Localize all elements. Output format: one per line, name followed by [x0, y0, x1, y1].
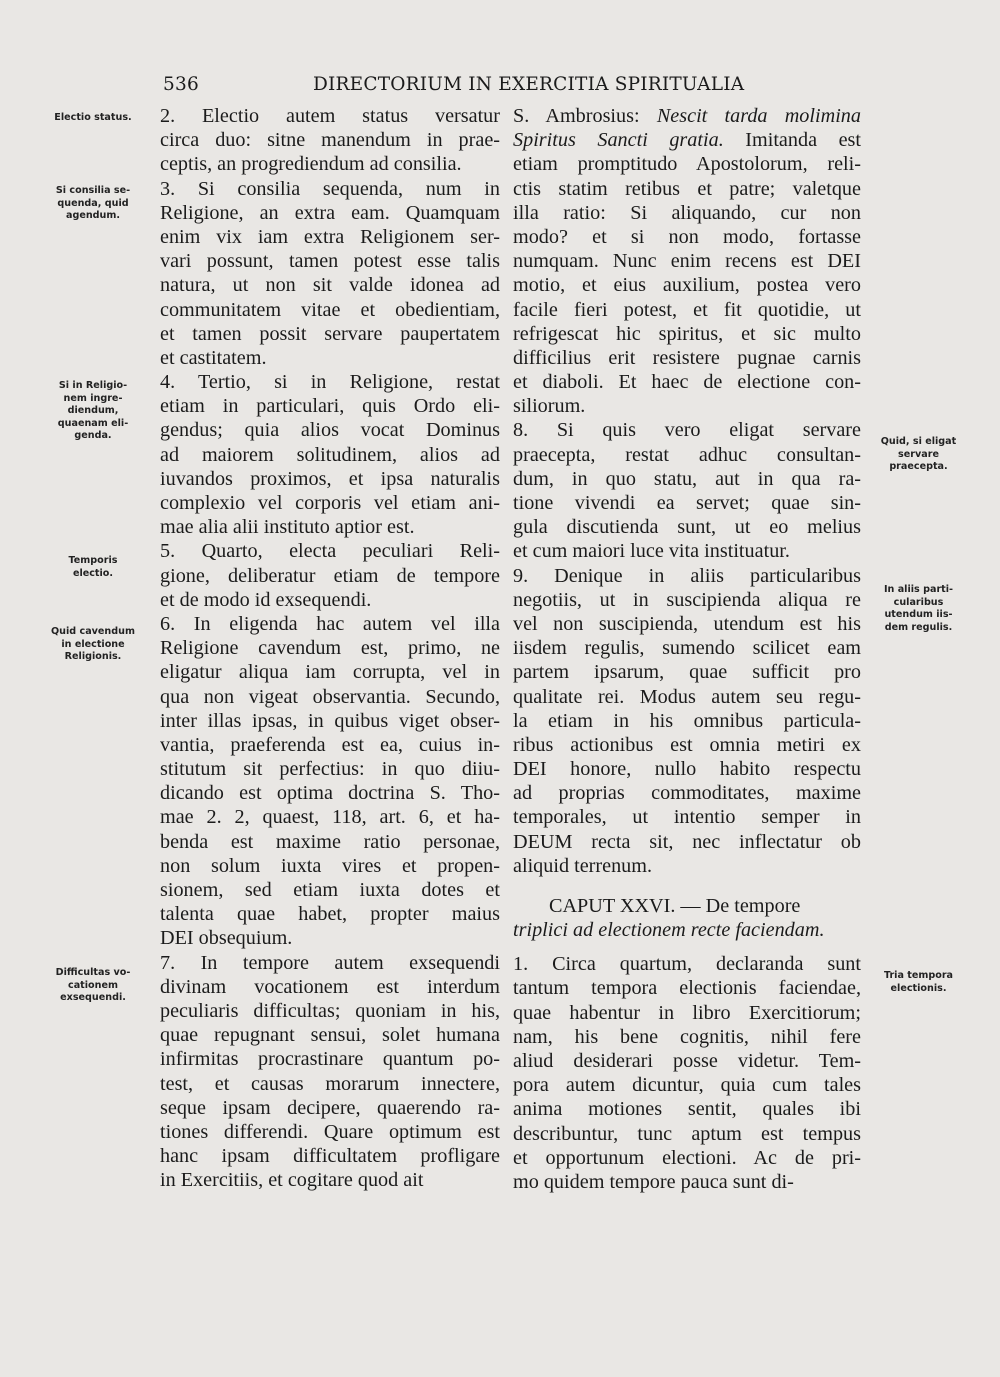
text-line: benda est maxime ratio personae,	[160, 830, 500, 853]
text-line: talenta quae habet, propter maius	[160, 903, 500, 926]
text-line: 5. Quarto, electa peculiari Reli-	[160, 540, 500, 563]
margin-note-temporis-electio	[38, 555, 148, 580]
text-line: DEUM recta sit, nec inflectatur ob	[513, 830, 861, 853]
margin-note-line: diendum,	[67, 405, 119, 416]
text-line: ad proprias commoditates, maxime	[513, 782, 861, 805]
text-line: et opportunum electioni. Ac de pri-	[513, 1146, 861, 1169]
margin-note-in-aliis	[866, 584, 971, 634]
text-line: eligatur aliqua iam corrupta, vel in	[160, 661, 500, 684]
margin-note-line: Si in Religio-	[58, 380, 128, 391]
text-line: et de modo id exsequendi.	[160, 588, 372, 611]
italic-quote: Nescit tarda molimina	[656, 105, 861, 127]
text-line: mo quidem tempore pauca sunt di-	[513, 1170, 794, 1193]
text-line: 8. Si quis vero eligat servare	[513, 419, 861, 442]
text-line: quae habentur in libro Exercitiorum;	[513, 1001, 861, 1024]
chapter-heading-line-1: CAPUT XXVI. — De tempore	[549, 895, 801, 917]
margin-note-line: quaenam eli-	[57, 417, 129, 429]
text-line: gione, deliberatur etiam de tempore	[160, 564, 500, 587]
text-line: modo? et si non modo, fortasse	[513, 225, 861, 248]
text-line: iuvandos proximos, et ipsa naturalis	[160, 467, 500, 490]
page-number: 536	[163, 74, 199, 95]
text-line: infirmitas procrastinare quantum po-	[160, 1048, 500, 1071]
margin-note-religio	[38, 380, 148, 443]
text-line: stitutum sit perfectius: in quo diiu-	[160, 758, 500, 781]
text-line: aliquid terrenum.	[513, 854, 653, 877]
text-line: complexio vel corporis vel etiam ani-	[160, 492, 500, 514]
margin-note-line: exsequendi.	[60, 992, 126, 1003]
margin-note-line: cationem	[68, 979, 118, 991]
text-line: pora autem dicuntur, quia cum tales	[513, 1074, 861, 1097]
text-line: la etiam in his omnibus particula-	[513, 709, 861, 732]
text-line: nam, his bene cognitis, nihil fere	[513, 1025, 861, 1048]
text-line: mae 2. 2, quaest, 118, art. 6, et ha-	[160, 806, 500, 829]
text-line: 2. Electio autem status versatur	[160, 105, 500, 127]
margin-note-line: Quid cavendum	[51, 626, 135, 637]
text-line: test, et causas morarum innectere,	[160, 1072, 500, 1095]
text-line: qua non vigeat observantia. Secundo,	[160, 685, 500, 708]
text-line: describuntur, tunc aptum est tempus	[513, 1122, 861, 1145]
margin-note-line: electio.	[72, 567, 114, 579]
right-text-column	[513, 104, 861, 1194]
text-fragment: S. Ambrosius:	[513, 105, 657, 127]
text-line: anima motiones sentit, quales ibi	[513, 1098, 861, 1121]
text-line: refrigescat hic spiritus, et sic multo	[513, 322, 861, 345]
spacer	[513, 942, 861, 952]
spacer	[513, 878, 861, 888]
text-line: inter illas ipsas, in quibus viget obser-	[160, 709, 500, 732]
margin-note-quid-si-eligat	[866, 436, 971, 474]
text-line: circa duo: sitne manendum in prae-	[160, 129, 500, 152]
margin-note-line: dem regulis.	[884, 621, 953, 633]
margin-note-line: in electione	[61, 638, 125, 650]
text-line: etiam promptitudo Apostolorum, reli-	[513, 153, 861, 176]
text-line	[513, 104, 861, 128]
margin-note-line: utendum iis-	[884, 609, 953, 620]
text-line: 6. In eligenda hac autem vel illa	[160, 612, 500, 635]
text-line: dum, in quo statu, aut in qua ra-	[513, 467, 861, 490]
text-line: gendus; quia alios vocat Dominus	[160, 419, 500, 442]
text-line: vel non suscipienda, utendum est his	[513, 612, 861, 635]
text-line: facile fieri potest, et fit quotidie, ut	[513, 298, 861, 321]
text-line: siliorum.	[513, 395, 586, 418]
text-line: Religione cavendum est, primo, ne	[160, 637, 500, 660]
text-line: negotiis, ut in suscipienda aliqua re	[513, 588, 861, 611]
text-line: numquam. Nunc enim recens est DEI	[513, 250, 861, 273]
text-line: non solum iuxta vires et propen-	[160, 854, 500, 877]
right-column-paragraphs	[513, 152, 861, 878]
margin-note-line: Electio status.	[54, 112, 132, 123]
text-fragment: Imitanda est	[723, 129, 861, 152]
margin-note-line: cularibus	[893, 596, 944, 608]
text-line: hanc ipsam difficultatem profligare	[160, 1145, 500, 1168]
running-title: DIRECTORIUM IN EXERCITIA SPIRITUALIA	[313, 74, 745, 95]
margin-note-quid-cavendum	[38, 626, 148, 664]
text-line: DEI obsequium.	[160, 927, 293, 950]
text-line: ceptis, an progrediendum ad consilia.	[160, 153, 462, 176]
text-line: sionem, sed etiam iuxta dotes et	[160, 879, 500, 901]
margin-note-line: Si consilia se-	[55, 185, 131, 196]
text-line: et diaboli. Et haec de electione con-	[513, 371, 861, 394]
text-line: dicando est optima doctrina S. Tho-	[160, 782, 500, 805]
text-line: qualitate rei. Modus autem seu regu-	[513, 685, 861, 708]
margin-note-line: Religionis.	[64, 651, 122, 662]
text-line: motio, et eius auxilium, postea vero	[513, 274, 861, 297]
text-line: etiam in particulari, quis Ordo eli-	[160, 395, 500, 418]
margin-note-line: praecepta.	[889, 461, 948, 472]
text-line: tione vivendi ea servet; quae sin-	[513, 492, 861, 514]
text-line: mae alia alii instituto aptior est.	[160, 516, 415, 539]
margin-note-line: Temporis	[68, 555, 118, 566]
text-line: 1. Circa quartum, declaranda sunt	[513, 953, 861, 976]
chapter-heading-line-2: triplici ad electionem recte faciendam.	[513, 919, 825, 941]
margin-note-tria-tempora	[866, 970, 971, 995]
text-line: gula discutienda sunt, ut eo melius	[513, 516, 861, 539]
text-line: iisdem regulis, sumendo scilicet eam	[513, 637, 861, 660]
margin-note-line: electionis.	[890, 982, 947, 994]
text-line: tantum tempora electionis faciendae,	[513, 977, 861, 1000]
text-line: DEI honore, nullo habito respectu	[513, 758, 861, 781]
text-line: Religione, an extra eam. Quamquam	[160, 201, 500, 224]
italic-quote: Spiritus Sancti gratia.	[513, 129, 724, 152]
margin-note-line: Tria tempora	[883, 970, 954, 981]
text-line: in Exercitiis, et cogitare quod ait	[160, 1169, 424, 1192]
text-line: ribus actionibus est omnia metiri ex	[513, 733, 861, 756]
left-text-column	[160, 104, 500, 1192]
text-line: divinam vocationem est interdum	[160, 975, 500, 998]
chapter-paragraphs	[513, 952, 861, 1194]
margin-note-line: Quid, si eligat	[880, 436, 957, 447]
margin-note-electio-status	[38, 112, 148, 125]
text-line: enim vix iam extra Religionem ser-	[160, 225, 500, 248]
text-line: 9. Denique in aliis particularibus	[513, 564, 861, 587]
margin-note-line: In aliis parti-	[883, 584, 954, 595]
text-line: ctis statim retibus et patre; valetque	[513, 177, 861, 200]
text-line: vantia, praeferenda est ea, cuius in-	[160, 733, 500, 756]
text-line: communitatem vitae et obedientiam,	[160, 298, 500, 321]
text-line: seque ipsam decipere, quaerendo ra-	[160, 1096, 500, 1119]
text-line: et castitatem.	[160, 346, 267, 369]
text-line: difficilius erit resistere pugnae carnis	[513, 346, 861, 369]
margin-note-line: genda.	[74, 430, 112, 441]
text-line: temporales, ut intentio semper in	[513, 806, 861, 829]
text-line: partem ipsarum, quae sufficit pro	[513, 661, 861, 684]
margin-note-line: agendum.	[65, 210, 121, 221]
margin-note-si-consilia	[38, 185, 148, 223]
text-line: illa ratio: Si aliquando, cur non	[513, 201, 861, 224]
margin-note-line: Difficultas vo-	[55, 967, 131, 978]
text-line: et tamen possit servare paupertatem	[160, 322, 500, 345]
text-line: vari possunt, tamen potest esse talis	[160, 250, 500, 273]
text-line: et cum maiori luce vita instituatur.	[513, 540, 790, 563]
text-line: tiones differendi. Quare optimum est	[160, 1120, 500, 1143]
text-line: quae repugnant sensui, solet humana	[160, 1024, 500, 1047]
text-line: aliud desiderari posse videtur. Tem-	[513, 1049, 861, 1072]
text-line: natura, ut non sit valde idonea ad	[160, 274, 500, 297]
text-line	[513, 128, 861, 152]
text-line: 4. Tertio, si in Religione, restat	[160, 371, 500, 394]
margin-note-line: servare	[898, 448, 939, 460]
margin-note-difficultas	[38, 967, 148, 1005]
margin-note-line: quenda, quid	[57, 197, 129, 209]
text-line: praecepta, restat adhuc consultan-	[513, 443, 861, 466]
text-line: 7. In tempore autem exsequendi	[160, 951, 500, 974]
margin-note-line: nem ingre-	[63, 392, 123, 404]
text-line: 3. Si consilia sequenda, num in	[160, 177, 500, 200]
text-line: ad maiorem solitudinem, alios ad	[160, 443, 500, 466]
text-line: peculiaris difficultas; quoniam in his,	[160, 999, 500, 1022]
